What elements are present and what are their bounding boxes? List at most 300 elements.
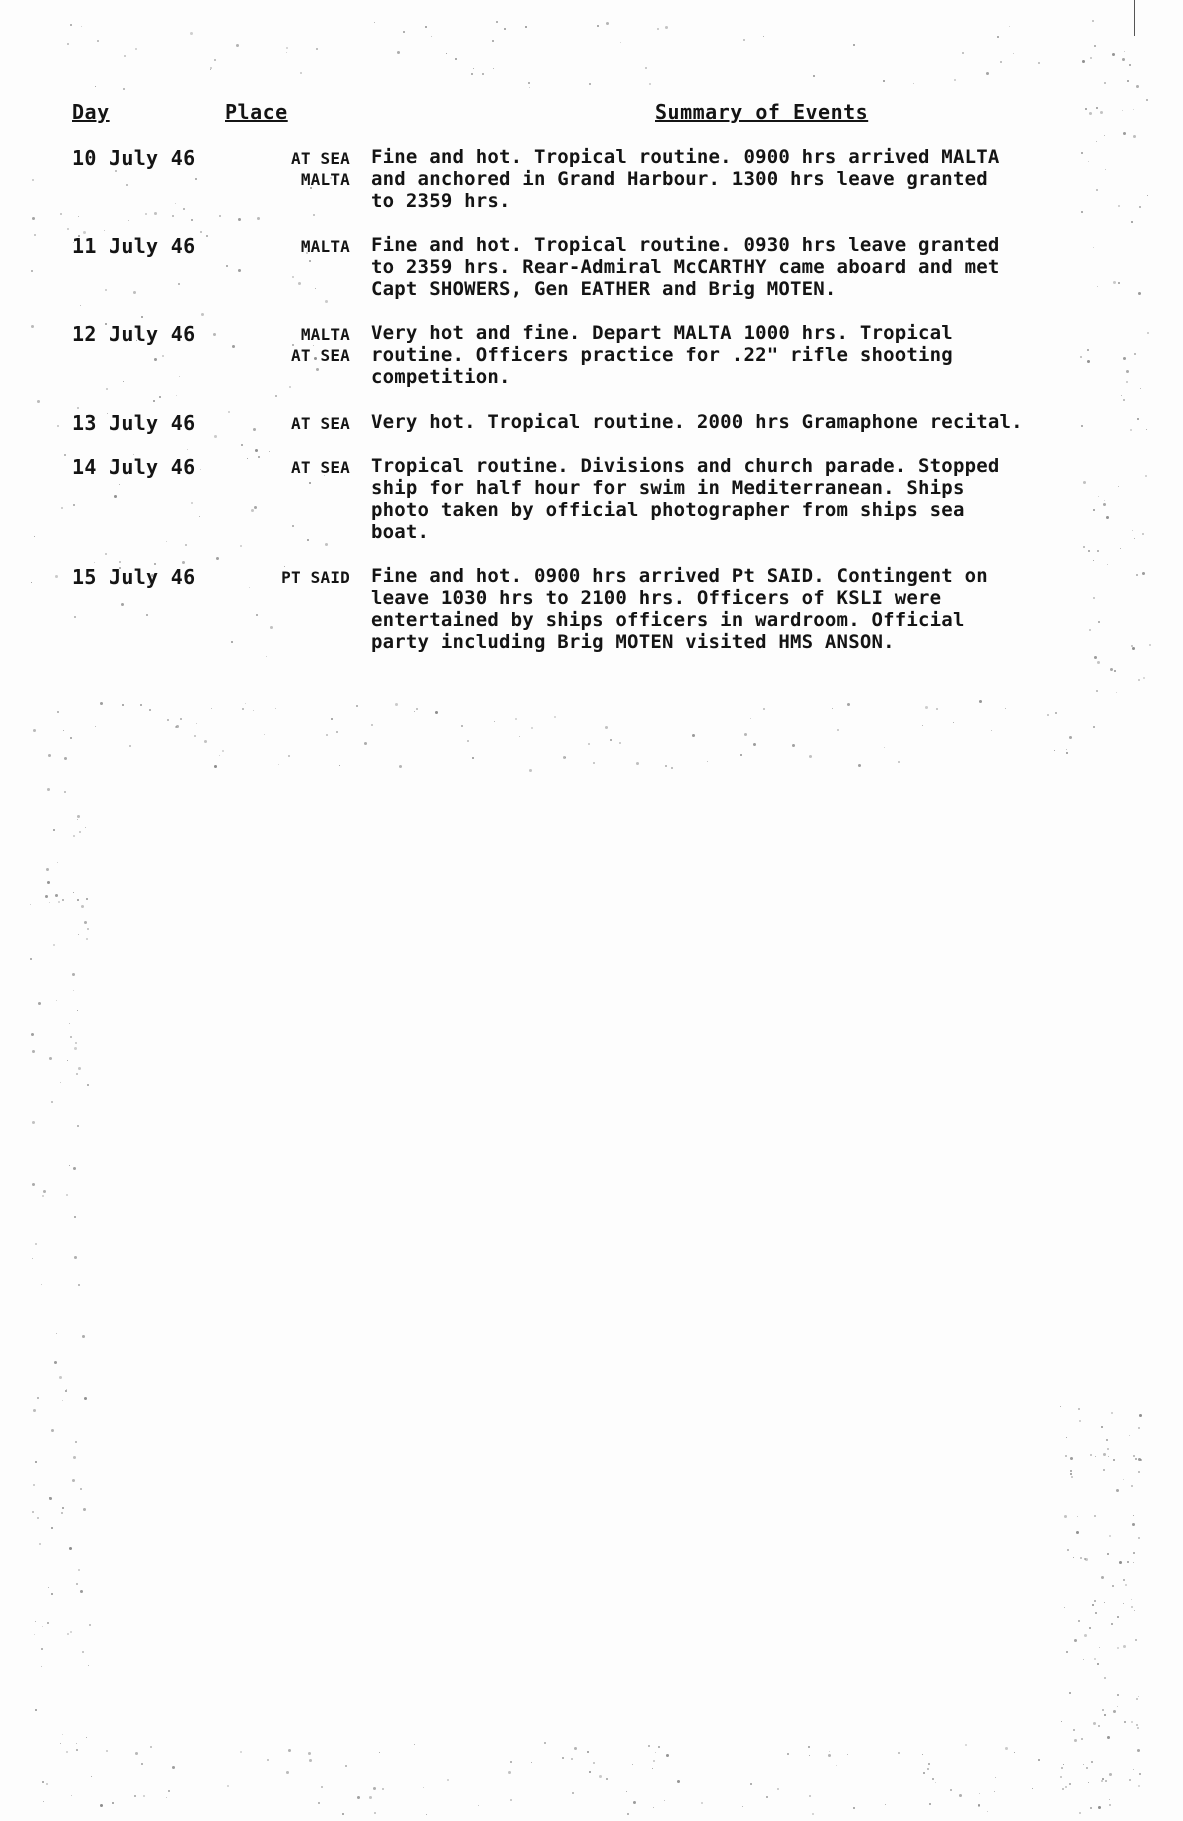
speckle [665, 26, 668, 29]
speckle [336, 731, 338, 733]
speckle [1138, 1458, 1141, 1461]
speckle [371, 724, 373, 726]
speckle [1113, 1710, 1116, 1713]
speckle [134, 1795, 136, 1797]
speckle [671, 767, 673, 769]
speckle [74, 1216, 76, 1218]
speckle [76, 1743, 77, 1744]
speckle [37, 1397, 39, 1399]
speckle [1092, 1604, 1094, 1606]
speckle [35, 1709, 37, 1711]
speckle [63, 730, 64, 731]
speckle [1116, 692, 1117, 693]
speckle [962, 52, 964, 54]
speckle [49, 1497, 52, 1500]
speckle [73, 990, 74, 991]
speckle [123, 88, 125, 90]
speckle [81, 905, 84, 908]
speckle [1109, 1799, 1110, 1800]
speckle [86, 938, 88, 940]
speckle [1032, 1788, 1033, 1789]
speckle [979, 700, 982, 703]
speckle [1129, 64, 1131, 66]
speckle [196, 723, 197, 724]
speckle [357, 1796, 360, 1799]
speckle [119, 484, 120, 485]
speckle [73, 504, 75, 506]
speckle [528, 82, 530, 84]
speckle [792, 744, 795, 747]
speckle [35, 1621, 36, 1622]
speckle [1138, 292, 1141, 295]
speckle [593, 762, 595, 764]
speckle [318, 1802, 320, 1804]
speckle [72, 973, 75, 976]
speckle [185, 544, 187, 546]
speckle [64, 757, 67, 760]
speckle [1111, 1623, 1113, 1625]
speckle [1124, 51, 1125, 52]
speckle [70, 737, 72, 739]
speckle [936, 708, 938, 710]
speckle [925, 706, 928, 709]
speckle [345, 1765, 347, 1767]
speckle [953, 722, 954, 723]
place-column-header: Place [225, 100, 288, 124]
speckle [325, 300, 328, 303]
speckle [32, 1050, 35, 1053]
speckle [1090, 1807, 1092, 1809]
speckle [1091, 1761, 1093, 1763]
speckle [1112, 53, 1115, 56]
speckle [57, 425, 59, 427]
speckle [922, 1754, 923, 1755]
speckle [114, 495, 117, 498]
speckle [1119, 1561, 1122, 1564]
speckle [1107, 1736, 1110, 1739]
speckle [1088, 1782, 1089, 1783]
speckle [292, 525, 294, 527]
speckle [1094, 1658, 1096, 1660]
speckle [742, 1806, 743, 1807]
speckle [1101, 1576, 1104, 1579]
summary-line: Very hot. Tropical routine. 2000 hrs Gramaphone recital. [371, 411, 1023, 433]
speckle [121, 603, 124, 606]
speckle [1123, 132, 1126, 135]
speckle [214, 435, 217, 438]
speckle [431, 36, 432, 37]
speckle [1146, 99, 1148, 101]
entry-place [210, 413, 350, 434]
speckle [34, 1634, 35, 1635]
speckle [531, 1762, 532, 1763]
entry-place [210, 148, 350, 190]
speckle [1065, 1455, 1067, 1457]
speckle [515, 718, 517, 720]
speckle [991, 730, 992, 731]
speckle [1139, 1773, 1141, 1775]
speckle [1138, 1427, 1140, 1429]
speckle [847, 703, 850, 706]
speckle [41, 1648, 43, 1650]
speckle [240, 1751, 242, 1753]
summary-line: Tropical routine. Divisions and church parade. Stopped [371, 455, 1000, 477]
speckle [105, 553, 107, 555]
speckle [313, 214, 315, 216]
speckle [159, 396, 161, 398]
summary-line: entertained by ships officers in wardroom. Official [371, 609, 965, 631]
speckle [649, 83, 651, 85]
speckle [1073, 1557, 1074, 1558]
summary-line: Capt SHOWERS, Gen EATHER and Brig MOTEN. [371, 278, 837, 300]
speckle [425, 26, 427, 28]
speckle [214, 765, 217, 768]
speckle [67, 228, 69, 230]
speckle [37, 400, 40, 403]
speckle [75, 1441, 77, 1443]
speckle [67, 1633, 69, 1635]
speckle [1076, 1531, 1079, 1534]
speckle [923, 1772, 925, 1774]
speckle [1099, 1647, 1100, 1648]
speckle [1104, 1602, 1105, 1603]
speckle [1127, 1561, 1129, 1563]
speckle [61, 1512, 63, 1514]
speckle [74, 616, 76, 618]
speckle [554, 716, 556, 718]
speckle [48, 754, 51, 757]
speckle [416, 708, 418, 710]
speckle [60, 1743, 61, 1744]
speckle [1133, 1515, 1134, 1516]
speckle [34, 234, 36, 236]
speckle [1133, 135, 1136, 138]
speckle [1074, 1639, 1077, 1642]
speckle [175, 726, 177, 728]
speckle [47, 788, 50, 791]
speckle [178, 283, 180, 285]
speckle [1102, 1709, 1104, 1711]
speckle [997, 36, 999, 38]
speckle [529, 769, 532, 772]
speckle [626, 1791, 627, 1792]
entry-day: 11 July 46 [72, 234, 196, 258]
speckle [200, 469, 201, 470]
speckle [1064, 1607, 1065, 1608]
speckle [1083, 1764, 1084, 1765]
entry-day: 15 July 46 [72, 565, 196, 589]
speckle [750, 718, 751, 719]
speckle [211, 708, 212, 709]
speckle [95, 86, 96, 87]
speckle [106, 388, 108, 390]
speckle [677, 1780, 680, 1783]
speckle [382, 1788, 384, 1790]
entry-summary [371, 565, 1131, 653]
speckle [435, 711, 438, 714]
speckle [648, 1745, 650, 1747]
speckle [1138, 1537, 1140, 1539]
speckle [959, 1794, 962, 1797]
entry-day: 14 July 46 [72, 455, 196, 479]
speckle [339, 765, 340, 766]
speckle [126, 184, 128, 186]
speckle [122, 704, 124, 706]
speckle [461, 725, 463, 727]
page-edge-mark [1134, 0, 1135, 36]
speckle [1095, 1456, 1096, 1457]
speckle [1107, 1448, 1109, 1450]
speckle [140, 704, 142, 706]
speckle [39, 1543, 41, 1545]
speckle [321, 1786, 323, 1788]
speckle [1098, 1806, 1101, 1809]
speckle [104, 230, 105, 231]
speckle [482, 73, 484, 75]
speckle [172, 1766, 175, 1769]
speckle [812, 1813, 814, 1815]
speckle [1089, 1627, 1091, 1629]
speckle [508, 1771, 511, 1774]
speckle [995, 1777, 996, 1778]
speckle [1074, 1739, 1077, 1742]
speckle [241, 444, 243, 446]
speckle [57, 711, 59, 713]
speckle [606, 22, 609, 25]
speckle [41, 1666, 42, 1667]
speckle [145, 213, 147, 215]
speckle [403, 31, 405, 33]
speckle [1101, 1780, 1103, 1782]
speckle [589, 83, 591, 85]
speckle [1082, 60, 1085, 63]
speckle [787, 1753, 789, 1755]
speckle [73, 892, 74, 893]
speckle [66, 1751, 68, 1753]
speckle [227, 1785, 229, 1787]
speckle [1145, 475, 1147, 477]
speckle [1136, 85, 1139, 88]
speckle [300, 72, 302, 74]
speckle [62, 1507, 64, 1509]
speckle [1069, 1783, 1071, 1785]
speckle [597, 25, 599, 27]
speckle [76, 1583, 78, 1585]
speckle [43, 1801, 44, 1802]
speckle [56, 1000, 57, 1001]
speckle [309, 482, 311, 484]
speckle [78, 1284, 80, 1286]
speckle [929, 1803, 931, 1805]
speckle [574, 1747, 577, 1750]
speckle [750, 1783, 752, 1785]
speckle [853, 44, 855, 46]
speckle [1000, 61, 1002, 63]
speckle [707, 761, 708, 762]
speckle [154, 212, 157, 215]
summary-line: Very hot and fine. Depart MALTA 1000 hrs. Tropical [371, 322, 953, 344]
speckle [57, 862, 58, 863]
speckle [1084, 1634, 1087, 1637]
speckle [141, 1763, 143, 1765]
speckle [1117, 1694, 1119, 1696]
speckle [994, 1791, 995, 1792]
speckle [286, 1771, 289, 1774]
speckle [1079, 1812, 1081, 1814]
speckle [66, 1194, 68, 1196]
speckle [255, 449, 258, 452]
speckle [1116, 1489, 1119, 1492]
speckle [701, 1802, 703, 1804]
speckle [49, 902, 50, 903]
speckle [1117, 1706, 1118, 1707]
speckle [832, 708, 833, 709]
speckle [1062, 1788, 1064, 1790]
entry-day: 13 July 46 [72, 411, 196, 435]
speckle [95, 726, 96, 727]
speckle [34, 536, 35, 537]
speckle [1137, 1749, 1140, 1752]
speckle [922, 725, 923, 726]
speckle [89, 1624, 91, 1626]
speckle [813, 75, 815, 77]
speckle [599, 1775, 602, 1778]
speckle [85, 827, 86, 828]
speckle [133, 291, 136, 294]
speckle [395, 703, 398, 706]
speckle [128, 220, 129, 221]
speckle [884, 747, 885, 748]
speckle [1094, 1600, 1096, 1602]
speckle [78, 216, 79, 217]
speckle [141, 316, 143, 318]
speckle [492, 40, 494, 42]
speckle [1111, 1412, 1113, 1414]
speckle [77, 819, 78, 820]
summary-line: to 2359 hrs. Rear-Admiral McCARTHY came aboard and met [371, 256, 1000, 278]
speckle [199, 516, 200, 517]
speckle [620, 42, 621, 43]
speckle [191, 502, 193, 504]
speckle [1104, 135, 1105, 136]
speckle [1149, 644, 1151, 646]
speckle [179, 376, 180, 377]
speckle [1122, 58, 1125, 61]
speckle [1143, 677, 1145, 679]
speckle [1123, 1645, 1126, 1648]
speckle [146, 614, 148, 616]
speckle [1066, 752, 1068, 754]
speckle [932, 1778, 934, 1780]
speckle [935, 1782, 936, 1783]
speckle [43, 1190, 46, 1193]
speckle [32, 1121, 35, 1124]
speckle [76, 1073, 78, 1075]
speckle [325, 543, 328, 546]
speckle [238, 269, 241, 272]
speckle [763, 708, 765, 710]
speckle [266, 656, 267, 657]
speckle [1135, 1639, 1137, 1641]
speckle [204, 740, 207, 743]
speckle [74, 1256, 77, 1259]
speckle [240, 545, 242, 547]
speckle [1117, 1616, 1119, 1618]
speckle [1137, 418, 1139, 420]
speckle [135, 48, 137, 50]
speckle [342, 1813, 344, 1815]
speckle [1138, 1471, 1140, 1473]
speckle [45, 895, 48, 898]
speckle [1131, 1606, 1133, 1608]
speckle [1069, 736, 1072, 739]
speckle [1123, 1579, 1125, 1581]
speckle [69, 1023, 70, 1024]
speckle [56, 1333, 57, 1334]
speckle [150, 1746, 152, 1748]
speckle [858, 764, 861, 767]
speckle [664, 1800, 665, 1801]
speckle [1127, 80, 1129, 82]
speckle [1138, 679, 1140, 681]
speckle [76, 1749, 78, 1751]
speckle [369, 1796, 372, 1799]
speckle [562, 1757, 564, 1759]
speckle [836, 1765, 837, 1766]
speckle [373, 1787, 376, 1790]
speckle [100, 702, 103, 705]
speckle [1125, 1584, 1127, 1586]
speckle [309, 260, 311, 262]
speckle [180, 718, 182, 720]
speckle [1134, 1610, 1135, 1611]
speckle [316, 48, 318, 50]
speckle [1055, 712, 1057, 714]
speckle [777, 1788, 779, 1790]
speckle [1086, 1767, 1088, 1769]
summary-line: Fine and hot. 0900 hrs arrived Pt SAID. Contingent on [371, 565, 988, 587]
speckle [1088, 550, 1090, 552]
speckle [455, 58, 457, 60]
speckle [31, 325, 34, 328]
speckle [62, 899, 64, 901]
speckle [447, 1779, 449, 1781]
speckle [82, 1651, 84, 1653]
speckle [154, 358, 157, 361]
speckle [242, 708, 244, 710]
speckle [275, 395, 277, 397]
speckle [61, 507, 63, 509]
speckle [588, 743, 590, 745]
speckle [1139, 206, 1141, 208]
speckle [1102, 1778, 1104, 1780]
speckle [298, 282, 301, 285]
speckle [1147, 332, 1149, 334]
speckle [78, 1569, 80, 1571]
speckle [219, 755, 220, 756]
speckle [1131, 1485, 1133, 1487]
speckle [269, 451, 270, 452]
speckle [1005, 1747, 1008, 1750]
speckle [978, 1805, 980, 1807]
speckle [79, 831, 81, 833]
speckle [1094, 1515, 1096, 1517]
speckle [88, 1665, 89, 1666]
speckle [1122, 110, 1123, 111]
summary-line: party including Brig MOTEN visited HMS ANSON. [371, 631, 895, 653]
speckle [1098, 1725, 1100, 1727]
speckle [525, 26, 527, 28]
